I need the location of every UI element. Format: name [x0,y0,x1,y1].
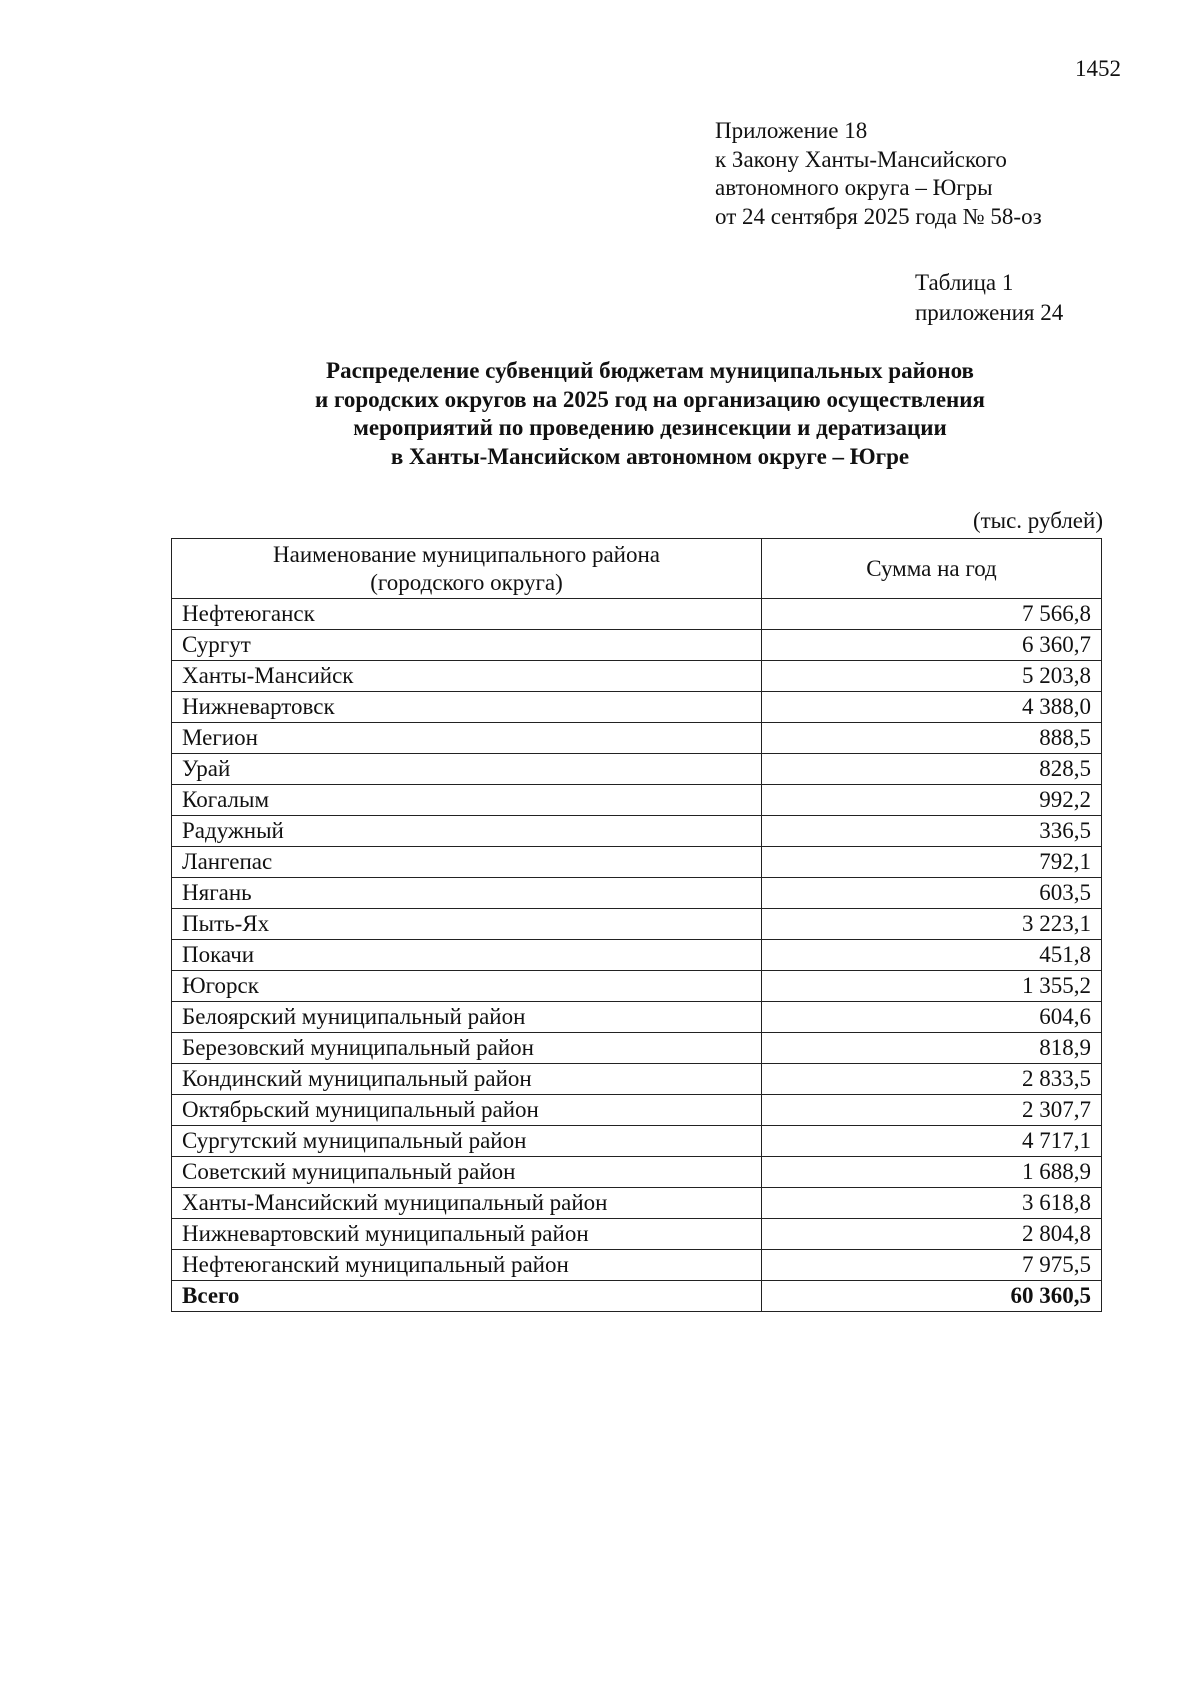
amount-cell: 888,5 [762,723,1102,754]
title-line: мероприятий по проведению дезинсекции и дератизации [353,415,947,440]
municipality-name-cell: Нижневартовский муниципальный район [172,1219,762,1250]
amount-cell: 603,5 [762,878,1102,909]
municipality-name-cell: Нефтеюганск [172,599,762,630]
amount-cell: 792,1 [762,847,1102,878]
page-number: 1452 [1075,56,1121,81]
table-row [172,1126,1102,1157]
municipality-name-cell: Урай [172,754,762,785]
amount-cell: 818,9 [762,1033,1102,1064]
title-line: в Ханты-Мансийском автономном округе – Югре [390,443,910,469]
amount-cell: 451,8 [762,940,1102,971]
title-line: и городских округов на 2025 год на организацию осуществления [315,386,985,412]
municipality-name-cell: Березовский муниципальный район [172,1033,762,1064]
appendix-header [715,117,1042,231]
amount-cell: 4 717,1 [762,1126,1102,1157]
table-row [172,630,1102,661]
table-row [172,1033,1102,1064]
total-amount-cell: 60 360,5 [762,1281,1102,1312]
municipality-name-cell: Сургут [172,630,762,661]
table-row [172,847,1102,878]
table-row [172,940,1102,971]
table-row [172,1188,1102,1219]
document-title [160,357,1140,471]
municipality-name-cell: Югорск [172,971,762,1002]
amount-cell: 1 355,2 [762,971,1102,1002]
amount-cell: 604,6 [762,1002,1102,1033]
municipality-name-cell: Кондинский муниципальный район [172,1064,762,1095]
municipality-name-cell: Мегион [172,723,762,754]
table-row [172,971,1102,1002]
title-line: Распределение субвенций бюджетам муниципальных районов [326,358,974,383]
table-row [172,1064,1102,1095]
header-name-line: Наименование муниципального района [273,541,660,567]
amount-cell: 1 688,9 [762,1157,1102,1188]
header-sum-cell: Сумма на год [762,539,1102,599]
amount-cell: 7 566,8 [762,599,1102,630]
table-row [172,785,1102,816]
appendix-line: от 24 сентября 2025 года № 58-оз [715,203,1042,229]
table-row [172,754,1102,785]
table-row [172,599,1102,630]
municipality-name-cell: Советский муниципальный район [172,1157,762,1188]
municipality-name-cell: Белоярский муниципальный район [172,1002,762,1033]
municipality-name-cell: Ханты-Мансийский муниципальный район [172,1188,762,1219]
amount-cell: 4 388,0 [762,692,1102,723]
appendix-line: к Закону Ханты-Мансийского [715,146,1007,172]
subvention-table [171,538,1102,1312]
municipality-name-cell: Нижневартовск [172,692,762,723]
amount-cell: 6 360,7 [762,630,1102,661]
amount-cell: 2 833,5 [762,1064,1102,1095]
unit-note: (тыс. рублей) [972,508,1103,533]
amount-cell: 3 618,8 [762,1188,1102,1219]
municipality-name-cell: Нягань [172,878,762,909]
table-reference [915,268,1063,328]
table-ref-line: приложения 24 [915,300,1064,325]
header-name-cell [172,539,762,599]
header-name-line: (городского округа) [370,569,563,595]
municipality-name-cell: Покачи [172,940,762,971]
table-row [172,661,1102,692]
table-row [172,909,1102,940]
table-row [172,723,1102,754]
municipality-name-cell: Радужный [172,816,762,847]
table-body [172,599,1102,1312]
municipality-name-cell: Пыть-Ях [172,909,762,940]
table-row [172,878,1102,909]
appendix-line: Приложение 18 [715,118,868,143]
table-ref-line: Таблица 1 [915,270,1014,295]
table-row [172,1157,1102,1188]
amount-cell: 7 975,5 [762,1250,1102,1281]
amount-cell: 5 203,8 [762,661,1102,692]
municipality-name-cell: Ханты-Мансийск [172,661,762,692]
municipality-name-cell: Лангепас [172,847,762,878]
total-label-cell: Всего [172,1281,762,1312]
table-row [172,1095,1102,1126]
table-row [172,1219,1102,1250]
municipality-name-cell: Когалым [172,785,762,816]
amount-cell: 992,2 [762,785,1102,816]
table-total-row [172,1281,1102,1312]
table-row [172,692,1102,723]
municipality-name-cell: Октябрьский муниципальный район [172,1095,762,1126]
amount-cell: 828,5 [762,754,1102,785]
amount-cell: 2 307,7 [762,1095,1102,1126]
amount-cell: 336,5 [762,816,1102,847]
table-header-row [172,539,1102,599]
table-row [172,1250,1102,1281]
municipality-name-cell: Нефтеюганский муниципальный район [172,1250,762,1281]
table-row [172,1002,1102,1033]
amount-cell: 2 804,8 [762,1219,1102,1250]
appendix-line: автономного округа – Югры [715,175,993,200]
municipality-name-cell: Сургутский муниципальный район [172,1126,762,1157]
amount-cell: 3 223,1 [762,909,1102,940]
table-row [172,816,1102,847]
